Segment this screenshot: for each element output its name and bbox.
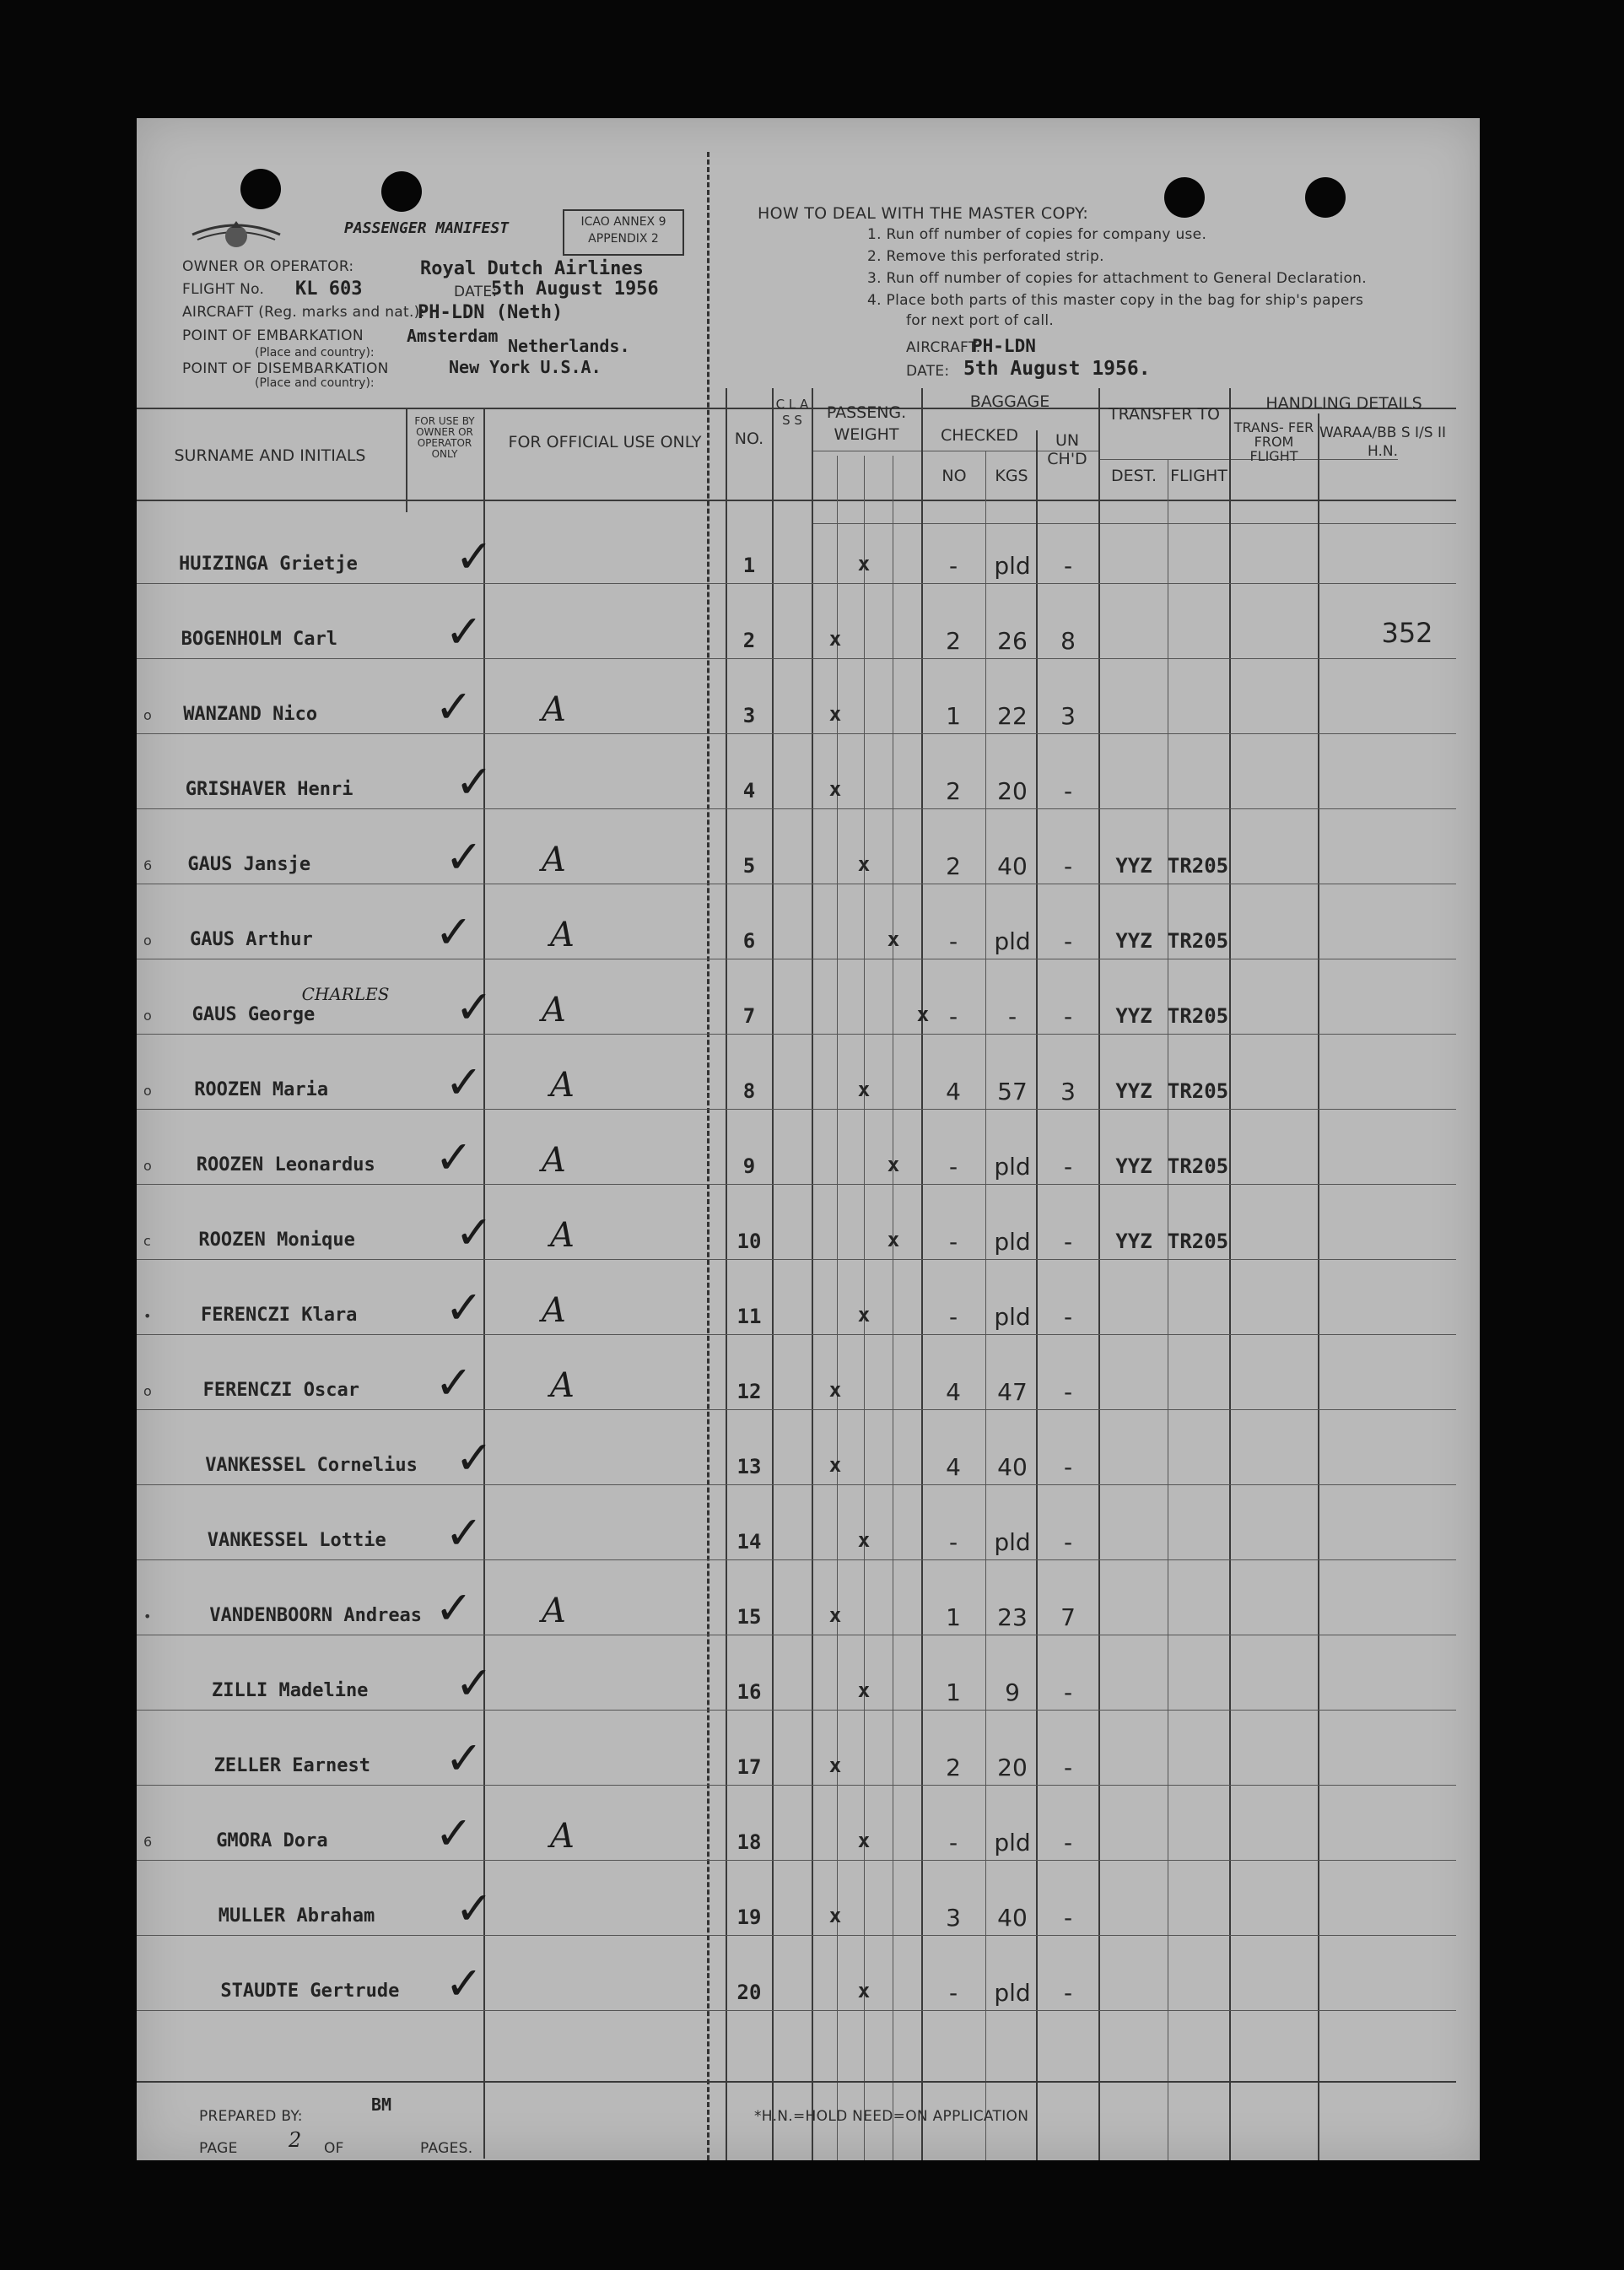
bag-count: 1 bbox=[946, 1603, 961, 1631]
seq-number: 5 bbox=[742, 854, 756, 878]
transfer-dest: YYZ bbox=[1115, 854, 1152, 878]
bag-count: 1 bbox=[946, 702, 961, 730]
seq-number: 12 bbox=[736, 1380, 762, 1403]
row-rule bbox=[137, 2010, 1456, 2011]
seq-number: 11 bbox=[736, 1305, 762, 1328]
name-annotation: CHARLES bbox=[301, 984, 390, 1004]
unchecked-bags: 8 bbox=[1060, 627, 1076, 655]
unchecked-bags: - bbox=[1063, 1678, 1073, 1706]
check-mark: ✓ bbox=[434, 1356, 473, 1409]
master-aircraft-value: PH-LDN bbox=[972, 336, 1036, 356]
check-mark: ✓ bbox=[455, 1206, 494, 1259]
header-bottom-rule bbox=[812, 523, 1456, 524]
margin-mark: o bbox=[143, 707, 152, 723]
icao-annex: ICAO ANNEX 9 bbox=[580, 215, 666, 229]
seq-number: 9 bbox=[742, 1154, 756, 1178]
unchecked-bags: - bbox=[1063, 1303, 1073, 1331]
instruction-2: 2. Remove this perforated strip. bbox=[867, 248, 1104, 265]
weight-mark: x bbox=[857, 852, 871, 876]
check-mark: ✓ bbox=[455, 755, 494, 808]
check-mark: ✓ bbox=[445, 605, 483, 658]
check-mark: ✓ bbox=[455, 1882, 494, 1935]
unchecked-bags: - bbox=[1063, 1979, 1073, 2007]
punch-hole bbox=[240, 169, 281, 209]
margin-mark: • bbox=[143, 1608, 152, 1624]
passenger-name: GAUS Jansje bbox=[187, 854, 311, 875]
transfer-dest: YYZ bbox=[1115, 1004, 1152, 1028]
bag-kgs: 22 bbox=[997, 702, 1028, 730]
table-header-rule bbox=[137, 500, 1456, 501]
check-mark: ✓ bbox=[434, 1581, 473, 1635]
row-rule bbox=[137, 1409, 1456, 1410]
col-bag-no: NO bbox=[941, 467, 967, 485]
perforation-line bbox=[707, 152, 709, 2160]
margin-mark: o bbox=[143, 932, 152, 949]
seq-number: 2 bbox=[742, 629, 756, 652]
seq-number: 1 bbox=[742, 554, 756, 577]
weight-mark: x bbox=[828, 627, 842, 651]
check-mark: ✓ bbox=[434, 680, 473, 733]
bag-kgs: pld bbox=[994, 1979, 1031, 2007]
col-transfer-from: TRANS- FER FROM FLIGHT bbox=[1233, 419, 1314, 464]
disembarkation-label: POINT OF DISEMBARKATION bbox=[182, 360, 389, 377]
passenger-name: MULLER Abraham bbox=[218, 1905, 375, 1927]
prepared-by-value: BM bbox=[371, 2094, 392, 2115]
bag-kgs: 57 bbox=[997, 1078, 1028, 1105]
col-waraa: WARAA/BB S I/S II H.N. bbox=[1319, 424, 1446, 460]
weight-mark: x bbox=[828, 702, 842, 726]
handling-number: 352 bbox=[1381, 617, 1433, 649]
passenger-name: FERENCZI Oscar bbox=[202, 1380, 360, 1401]
seq-number: 3 bbox=[742, 704, 756, 727]
bag-count: 2 bbox=[946, 852, 961, 880]
row-rule bbox=[137, 658, 1456, 659]
passenger-name: VANDENBOORN Andreas bbox=[209, 1605, 423, 1626]
weight-mark: x bbox=[857, 1303, 871, 1327]
seq-number: 20 bbox=[736, 1981, 762, 2004]
bag-count: - bbox=[948, 1228, 958, 1256]
col-divider bbox=[1229, 388, 1231, 2160]
seq-number: 14 bbox=[736, 1530, 762, 1554]
check-mark: ✓ bbox=[434, 905, 473, 959]
passenger-name: BOGENHOLM Carl bbox=[181, 629, 338, 650]
transfer-flight: TR205 bbox=[1167, 854, 1229, 878]
official-mark: A bbox=[550, 1216, 575, 1255]
col-unchd: UN CH'D bbox=[1047, 431, 1087, 468]
bag-count: - bbox=[948, 927, 958, 955]
official-mark: A bbox=[542, 1141, 566, 1180]
weight-mark: x bbox=[828, 1754, 842, 1777]
embarkation-city: Amsterdam bbox=[407, 326, 499, 346]
margin-mark: o bbox=[143, 1158, 152, 1174]
bag-kgs: - bbox=[1007, 1003, 1017, 1030]
passenger-name: GAUS Arthur bbox=[190, 929, 313, 950]
footer-rule bbox=[137, 2081, 1456, 2083]
master-date-value: 5th August 1956. bbox=[963, 358, 1151, 380]
passenger-name: ROOZEN Leonardus bbox=[196, 1154, 375, 1176]
pages-label: PAGES. bbox=[420, 2140, 473, 2157]
owner-value: Royal Dutch Airlines bbox=[420, 258, 644, 279]
col-passeng-weight: PASSENG. WEIGHT bbox=[826, 403, 907, 444]
unchecked-bags: - bbox=[1063, 1829, 1073, 1857]
punch-hole bbox=[1164, 177, 1205, 218]
aircraft-value: PH-LDN (Neth) bbox=[418, 302, 564, 323]
official-mark: A bbox=[550, 916, 575, 954]
margin-mark: c bbox=[143, 1233, 151, 1249]
passenger-name: GMORA Dora bbox=[216, 1830, 328, 1851]
seq-number: 7 bbox=[742, 1004, 756, 1028]
weight-mark: x bbox=[887, 927, 900, 951]
unchecked-bags: - bbox=[1063, 1378, 1073, 1406]
weight-mark: x bbox=[857, 1979, 871, 2002]
passenger-name: ZILLI Madeline bbox=[212, 1680, 369, 1701]
passenger-name: VANKESSEL Cornelius bbox=[205, 1455, 418, 1476]
col-owner-use: FOR USE BY OWNER OR OPERATOR ONLY bbox=[414, 415, 475, 460]
official-mark: A bbox=[542, 1291, 566, 1330]
unchecked-bags: - bbox=[1063, 852, 1073, 880]
bag-kgs: 20 bbox=[997, 777, 1028, 805]
transfer-flight: TR205 bbox=[1167, 1154, 1229, 1178]
check-mark: ✓ bbox=[434, 1131, 473, 1184]
prepared-by-label: PREPARED BY: bbox=[199, 2108, 303, 2125]
col-baggage: BAGGAGE bbox=[969, 392, 1050, 411]
form-title: PASSENGER MANIFEST bbox=[344, 219, 510, 237]
embarkation-country: Netherlands. bbox=[508, 336, 630, 356]
weight-mark: x bbox=[916, 1003, 930, 1026]
weight-mark: x bbox=[828, 1603, 842, 1627]
col-divider bbox=[1036, 430, 1038, 2160]
bag-count: 4 bbox=[946, 1453, 961, 1481]
weight-mark: x bbox=[857, 1678, 871, 1702]
bag-kgs: 20 bbox=[997, 1754, 1028, 1781]
seq-number: 15 bbox=[736, 1605, 762, 1629]
weight-mark: x bbox=[887, 1228, 900, 1251]
check-mark: ✓ bbox=[455, 1431, 494, 1484]
official-mark: A bbox=[542, 1592, 566, 1630]
bag-kgs: pld bbox=[994, 1829, 1031, 1857]
transfer-flight: TR205 bbox=[1167, 929, 1229, 953]
seq-number: 4 bbox=[742, 779, 756, 803]
col-handling: HANDLING DETAILS bbox=[1265, 394, 1422, 413]
transfer-flight: TR205 bbox=[1167, 1004, 1229, 1028]
flight-label: FLIGHT No. bbox=[182, 281, 265, 298]
owner-label: OWNER OR OPERATOR: bbox=[182, 258, 354, 275]
bag-kgs: pld bbox=[994, 552, 1031, 580]
unchecked-bags: - bbox=[1063, 777, 1073, 805]
col-official-use: FOR OFFICIAL USE ONLY bbox=[508, 433, 702, 451]
unchecked-bags: - bbox=[1063, 927, 1073, 955]
passenger-name: WANZAND Nico bbox=[183, 704, 318, 725]
col-kgs: KGS bbox=[995, 467, 1028, 485]
weight-mark: x bbox=[857, 1078, 871, 1101]
col-dest: DEST. bbox=[1110, 467, 1157, 485]
col-divider bbox=[812, 388, 813, 2160]
margin-mark: 6 bbox=[143, 857, 153, 873]
weight-mark: x bbox=[828, 777, 842, 801]
unchecked-bags: - bbox=[1063, 1754, 1073, 1781]
instruction-4b: for next port of call. bbox=[906, 312, 1055, 329]
page-label: PAGE bbox=[199, 2140, 238, 2157]
col-divider bbox=[1318, 413, 1319, 2160]
col-divider bbox=[985, 451, 986, 2160]
row-rule bbox=[137, 808, 1456, 809]
check-mark: ✓ bbox=[455, 981, 494, 1034]
seq-number: 17 bbox=[736, 1755, 762, 1779]
transfer-dest: YYZ bbox=[1115, 929, 1152, 953]
unchecked-bags: - bbox=[1063, 1153, 1073, 1181]
official-mark: A bbox=[550, 1366, 575, 1405]
bag-kgs: pld bbox=[994, 1303, 1031, 1331]
transfer-dest: YYZ bbox=[1115, 1230, 1152, 1253]
bag-count: - bbox=[948, 1303, 958, 1331]
transfer-flight: TR205 bbox=[1167, 1230, 1229, 1253]
klm-logo-icon bbox=[189, 209, 283, 257]
master-aircraft-label: AIRCRAFT: bbox=[906, 339, 981, 356]
bag-count: 3 bbox=[946, 1904, 961, 1932]
disembarkation-value: New York U.S.A. bbox=[449, 357, 602, 377]
bag-count: - bbox=[948, 1153, 958, 1181]
bag-kgs: 40 bbox=[997, 1453, 1028, 1481]
passenger-name: VANKESSEL Lottie bbox=[207, 1530, 386, 1551]
passenger-name: STAUDTE Gertrude bbox=[220, 1981, 400, 2002]
row-rule bbox=[137, 1334, 1456, 1335]
row-rule bbox=[137, 1860, 1456, 1861]
bag-count: - bbox=[948, 1528, 958, 1556]
col-transfer-to: TRANSFER TO bbox=[1108, 405, 1221, 424]
col-divider bbox=[772, 388, 774, 2160]
bag-count: 1 bbox=[946, 1678, 961, 1706]
instruction-1: 1. Run off number of copies for company use. bbox=[867, 226, 1207, 243]
unchecked-bags: - bbox=[1063, 1453, 1073, 1481]
seq-number: 10 bbox=[736, 1230, 762, 1253]
margin-mark: • bbox=[143, 1308, 152, 1324]
embarkation-label: POINT OF EMBARKATION bbox=[182, 327, 364, 344]
bag-kgs: 26 bbox=[997, 627, 1028, 655]
date-value: 5th August 1956 bbox=[491, 278, 659, 300]
unchecked-bags: - bbox=[1063, 1003, 1073, 1030]
official-mark: A bbox=[542, 991, 566, 1030]
unchecked-bags: 3 bbox=[1060, 1078, 1076, 1105]
seq-number: 18 bbox=[736, 1830, 762, 1854]
col-divider bbox=[1098, 388, 1100, 2160]
punch-hole bbox=[1305, 177, 1346, 218]
check-mark: ✓ bbox=[455, 1657, 494, 1710]
row-rule bbox=[137, 1710, 1456, 1711]
passenger-name: FERENCZI Klara bbox=[201, 1305, 358, 1326]
bag-count: 2 bbox=[946, 777, 961, 805]
bag-kgs: pld bbox=[994, 927, 1031, 955]
bag-kgs: pld bbox=[994, 1228, 1031, 1256]
official-mark: A bbox=[550, 1066, 575, 1105]
unchecked-bags: 3 bbox=[1060, 702, 1076, 730]
margin-mark: o bbox=[143, 1383, 152, 1399]
seq-number: 13 bbox=[736, 1455, 762, 1478]
bag-kgs: pld bbox=[994, 1528, 1031, 1556]
col-divider bbox=[921, 388, 923, 2160]
seq-number: 8 bbox=[742, 1079, 756, 1103]
check-mark: ✓ bbox=[445, 1732, 483, 1785]
check-mark: ✓ bbox=[445, 1506, 483, 1559]
passenger-name: GRISHAVER Henri bbox=[185, 779, 353, 800]
bag-count: 2 bbox=[946, 627, 961, 655]
row-rule bbox=[137, 1184, 1456, 1185]
date-label: DATE: bbox=[454, 284, 498, 300]
seq-number: 19 bbox=[736, 1905, 762, 1929]
bag-kgs: pld bbox=[994, 1153, 1031, 1181]
transfer-dest: YYZ bbox=[1115, 1154, 1152, 1178]
check-mark: ✓ bbox=[445, 830, 483, 884]
official-mark: A bbox=[550, 1817, 575, 1856]
bag-count: 4 bbox=[946, 1078, 961, 1105]
bag-count: - bbox=[948, 552, 958, 580]
icao-appendix: APPENDIX 2 bbox=[588, 232, 659, 246]
weight-mark: x bbox=[828, 1453, 842, 1477]
instruction-3: 3. Run off number of copies for attachment to General Declaration. bbox=[867, 270, 1367, 287]
flight-value: KL 603 bbox=[295, 278, 363, 300]
instruction-4a: 4. Place both parts of this master copy in the bag for ship's papers bbox=[867, 292, 1364, 309]
check-mark: ✓ bbox=[445, 1056, 483, 1109]
weight-mark: x bbox=[828, 1378, 842, 1402]
row-rule bbox=[137, 1109, 1456, 1110]
bag-count: 2 bbox=[946, 1754, 961, 1781]
aircraft-label: AIRCRAFT (Reg. marks and nat.): bbox=[182, 304, 425, 321]
row-rule bbox=[137, 1559, 1456, 1560]
col-divider bbox=[726, 388, 727, 2160]
check-mark: ✓ bbox=[434, 1807, 473, 1860]
unchecked-bags: 7 bbox=[1060, 1603, 1076, 1631]
passenger-name: GAUS George bbox=[192, 1004, 316, 1025]
passenger-name: ROOZEN Monique bbox=[198, 1230, 355, 1251]
footnote: *H.N.=HOLD NEED=ON APPLICATION bbox=[754, 2108, 1029, 2125]
passenger-name: ROOZEN Maria bbox=[194, 1079, 329, 1100]
margin-mark: o bbox=[143, 1083, 152, 1099]
bag-count: - bbox=[948, 1979, 958, 2007]
official-mark: A bbox=[542, 840, 566, 879]
bag-kgs: 47 bbox=[997, 1378, 1028, 1406]
icao-box bbox=[563, 209, 684, 256]
bag-kgs: 40 bbox=[997, 852, 1028, 880]
place-hint: (Place and country): bbox=[255, 346, 375, 359]
check-mark: ✓ bbox=[445, 1281, 483, 1334]
row-rule bbox=[137, 1484, 1456, 1485]
bag-kgs: 40 bbox=[997, 1904, 1028, 1932]
row-rule bbox=[137, 1034, 1456, 1035]
col-no: NO. bbox=[734, 430, 764, 448]
margin-mark: o bbox=[143, 1008, 152, 1024]
bag-count: 4 bbox=[946, 1378, 961, 1406]
transfer-dest: YYZ bbox=[1115, 1079, 1152, 1103]
row-rule bbox=[137, 1785, 1456, 1786]
unchecked-bags: - bbox=[1063, 1904, 1073, 1932]
manifest-sheet bbox=[137, 118, 1480, 2160]
page-number: 2 bbox=[289, 2128, 302, 2152]
weight-mark: x bbox=[857, 1528, 871, 1552]
col-surname: SURNAME AND INITIALS bbox=[174, 446, 366, 465]
passenger-name: HUIZINGA Grietje bbox=[179, 554, 358, 575]
col-checked: CHECKED bbox=[941, 426, 1018, 445]
transfer-flight: TR205 bbox=[1167, 1079, 1229, 1103]
unchecked-bags: - bbox=[1063, 1528, 1073, 1556]
seq-number: 6 bbox=[742, 929, 756, 953]
row-rule bbox=[137, 583, 1456, 584]
master-date-label: DATE: bbox=[906, 363, 950, 380]
unchecked-bags: - bbox=[1063, 552, 1073, 580]
margin-mark: 6 bbox=[143, 1834, 153, 1850]
weight-mark: x bbox=[857, 1829, 871, 1852]
bag-kgs: 9 bbox=[1005, 1678, 1020, 1706]
weight-mark: x bbox=[887, 1153, 900, 1176]
seq-number: 16 bbox=[736, 1680, 762, 1704]
weight-mark: x bbox=[857, 552, 871, 576]
bag-kgs: 23 bbox=[997, 1603, 1028, 1631]
of-label: OF bbox=[324, 2140, 344, 2157]
check-mark: ✓ bbox=[455, 530, 494, 583]
row-rule bbox=[137, 1935, 1456, 1936]
row-rule bbox=[137, 1259, 1456, 1260]
unchecked-bags: - bbox=[1063, 1228, 1073, 1256]
instructions-title: HOW TO DEAL WITH THE MASTER COPY: bbox=[758, 204, 1089, 223]
bag-count: - bbox=[948, 1829, 958, 1857]
punch-hole bbox=[381, 171, 422, 212]
weight-mark: x bbox=[828, 1904, 842, 1927]
bag-count: - bbox=[948, 1003, 958, 1030]
place-hint: (Place and country): bbox=[255, 376, 375, 390]
official-mark: A bbox=[542, 690, 566, 729]
col-flight: FLIGHT bbox=[1170, 467, 1227, 485]
check-mark: ✓ bbox=[445, 1957, 483, 2010]
row-rule bbox=[137, 733, 1456, 734]
col-class: C L A S S bbox=[775, 397, 809, 428]
passenger-name: ZELLER Earnest bbox=[213, 1755, 371, 1776]
